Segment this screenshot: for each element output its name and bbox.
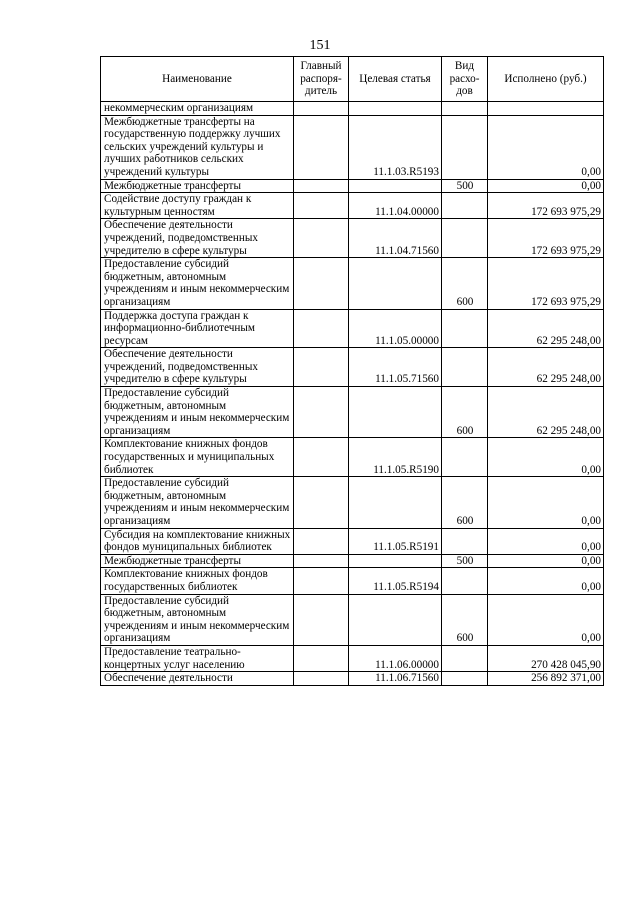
cell-done: 270 428 045,90 bbox=[488, 645, 604, 671]
cell-name: Обеспечение деятельности bbox=[101, 672, 294, 686]
cell-name: Межбюджетные трансферты bbox=[101, 554, 294, 568]
table-row bbox=[101, 672, 604, 686]
cell-manager bbox=[294, 219, 349, 258]
cell-name: Поддержка доступа граждан к информационно-библиотечным ресурсам bbox=[101, 309, 294, 348]
cell-kind bbox=[442, 219, 488, 258]
cell-done: 62 295 248,00 bbox=[488, 348, 604, 387]
cell-done: 62 295 248,00 bbox=[488, 387, 604, 438]
cell-name: Предоставление субсидий бюджетным, автономным учреждениям и иным некоммерческим организациям bbox=[101, 387, 294, 438]
cell-name: Обеспечение деятельности учреждений, подведомственных учредителю в сфере культуры bbox=[101, 219, 294, 258]
cell-name: Содействие доступу граждан к культурным ценностям bbox=[101, 193, 294, 219]
column-header-target: Целевая статья bbox=[349, 57, 442, 102]
cell-done: 172 693 975,29 bbox=[488, 258, 604, 309]
cell-name: Комплектование книжных фондов государственных библиотек bbox=[101, 568, 294, 594]
cell-target: 11.1.05.71560 bbox=[349, 348, 442, 387]
cell-done: 0,00 bbox=[488, 568, 604, 594]
table-header-row bbox=[101, 57, 604, 102]
cell-kind bbox=[442, 348, 488, 387]
table-row bbox=[101, 193, 604, 219]
cell-kind bbox=[442, 438, 488, 477]
cell-manager bbox=[294, 387, 349, 438]
cell-manager bbox=[294, 193, 349, 219]
cell-done: 172 693 975,29 bbox=[488, 219, 604, 258]
cell-kind bbox=[442, 528, 488, 554]
cell-target bbox=[349, 387, 442, 438]
column-header-done: Исполнено (руб.) bbox=[488, 57, 604, 102]
cell-kind bbox=[442, 193, 488, 219]
cell-kind bbox=[442, 309, 488, 348]
cell-manager bbox=[294, 179, 349, 193]
cell-name: Межбюджетные трансферты на государственную поддержку лучших сельских учреждений культуры и лучших работников сельских учреждений культуры bbox=[101, 115, 294, 179]
table-row bbox=[101, 115, 604, 179]
cell-manager bbox=[294, 645, 349, 671]
cell-done: 0,00 bbox=[488, 528, 604, 554]
cell-manager bbox=[294, 594, 349, 645]
table-row bbox=[101, 348, 604, 387]
cell-manager bbox=[294, 477, 349, 528]
table-row bbox=[101, 528, 604, 554]
table-row bbox=[101, 219, 604, 258]
table-row bbox=[101, 568, 604, 594]
cell-target: 11.1.05.R5194 bbox=[349, 568, 442, 594]
table-row bbox=[101, 102, 604, 116]
cell-manager bbox=[294, 672, 349, 686]
table-row bbox=[101, 645, 604, 671]
cell-done: 0,00 bbox=[488, 477, 604, 528]
cell-target: 11.1.05.00000 bbox=[349, 309, 442, 348]
table-row bbox=[101, 594, 604, 645]
cell-target bbox=[349, 554, 442, 568]
cell-done: 0,00 bbox=[488, 179, 604, 193]
cell-target bbox=[349, 179, 442, 193]
cell-kind bbox=[442, 645, 488, 671]
cell-target bbox=[349, 102, 442, 116]
cell-target: 11.1.05.R5191 bbox=[349, 528, 442, 554]
page-number: 151 bbox=[309, 38, 331, 53]
cell-done bbox=[488, 102, 604, 116]
cell-kind bbox=[442, 102, 488, 116]
table-body bbox=[101, 102, 604, 686]
cell-done: 0,00 bbox=[488, 115, 604, 179]
cell-target: 11.1.06.71560 bbox=[349, 672, 442, 686]
cell-target bbox=[349, 594, 442, 645]
table-row bbox=[101, 387, 604, 438]
cell-name: Межбюджетные трансферты bbox=[101, 179, 294, 193]
cell-name: Субсидия на комплектование книжных фондов муниципальных библиотек bbox=[101, 528, 294, 554]
budget-table bbox=[100, 56, 604, 686]
cell-target: 11.1.06.00000 bbox=[349, 645, 442, 671]
cell-kind: 600 bbox=[442, 258, 488, 309]
table-row bbox=[101, 477, 604, 528]
cell-manager bbox=[294, 115, 349, 179]
table-row bbox=[101, 179, 604, 193]
cell-manager bbox=[294, 309, 349, 348]
cell-name: Предоставление субсидий бюджетным, автономным учреждениям и иным некоммерческим организациям bbox=[101, 594, 294, 645]
cell-name: Предоставление субсидий бюджетным, автономным учреждениям и иным некоммерческим организациям bbox=[101, 258, 294, 309]
cell-kind bbox=[442, 568, 488, 594]
table-row bbox=[101, 309, 604, 348]
cell-done: 172 693 975,29 bbox=[488, 193, 604, 219]
cell-manager bbox=[294, 258, 349, 309]
column-header-name: Наименование bbox=[101, 57, 294, 102]
cell-manager bbox=[294, 102, 349, 116]
cell-done: 256 892 371,00 bbox=[488, 672, 604, 686]
cell-name: Комплектование книжных фондов государственных и муниципальных библиотек bbox=[101, 438, 294, 477]
cell-kind: 600 bbox=[442, 594, 488, 645]
cell-done: 0,00 bbox=[488, 438, 604, 477]
column-header-manager: Главный распоря-дитель bbox=[294, 57, 349, 102]
cell-manager bbox=[294, 568, 349, 594]
cell-done: 0,00 bbox=[488, 594, 604, 645]
table-row bbox=[101, 258, 604, 309]
cell-name: Предоставление театрально-концертных услуг населению bbox=[101, 645, 294, 671]
cell-manager bbox=[294, 554, 349, 568]
cell-kind bbox=[442, 672, 488, 686]
cell-done: 62 295 248,00 bbox=[488, 309, 604, 348]
table-row bbox=[101, 554, 604, 568]
cell-kind: 500 bbox=[442, 554, 488, 568]
cell-manager bbox=[294, 528, 349, 554]
cell-target bbox=[349, 477, 442, 528]
cell-name: Предоставление субсидий бюджетным, автономным учреждениям и иным некоммерческим организациям bbox=[101, 477, 294, 528]
cell-kind: 500 bbox=[442, 179, 488, 193]
cell-kind: 600 bbox=[442, 387, 488, 438]
cell-manager bbox=[294, 348, 349, 387]
column-header-kind: Вид расхо-дов bbox=[442, 57, 488, 102]
cell-manager bbox=[294, 438, 349, 477]
cell-kind bbox=[442, 115, 488, 179]
cell-name: некоммерческим организациям bbox=[101, 102, 294, 116]
cell-target: 11.1.04.71560 bbox=[349, 219, 442, 258]
cell-target: 11.1.05.R5190 bbox=[349, 438, 442, 477]
cell-target: 11.1.03.R5193 bbox=[349, 115, 442, 179]
cell-done: 0,00 bbox=[488, 554, 604, 568]
cell-target: 11.1.04.00000 bbox=[349, 193, 442, 219]
cell-kind: 600 bbox=[442, 477, 488, 528]
cell-name: Обеспечение деятельности учреждений, подведомственных учредителю в сфере культуры bbox=[101, 348, 294, 387]
cell-target bbox=[349, 258, 442, 309]
table-row bbox=[101, 438, 604, 477]
